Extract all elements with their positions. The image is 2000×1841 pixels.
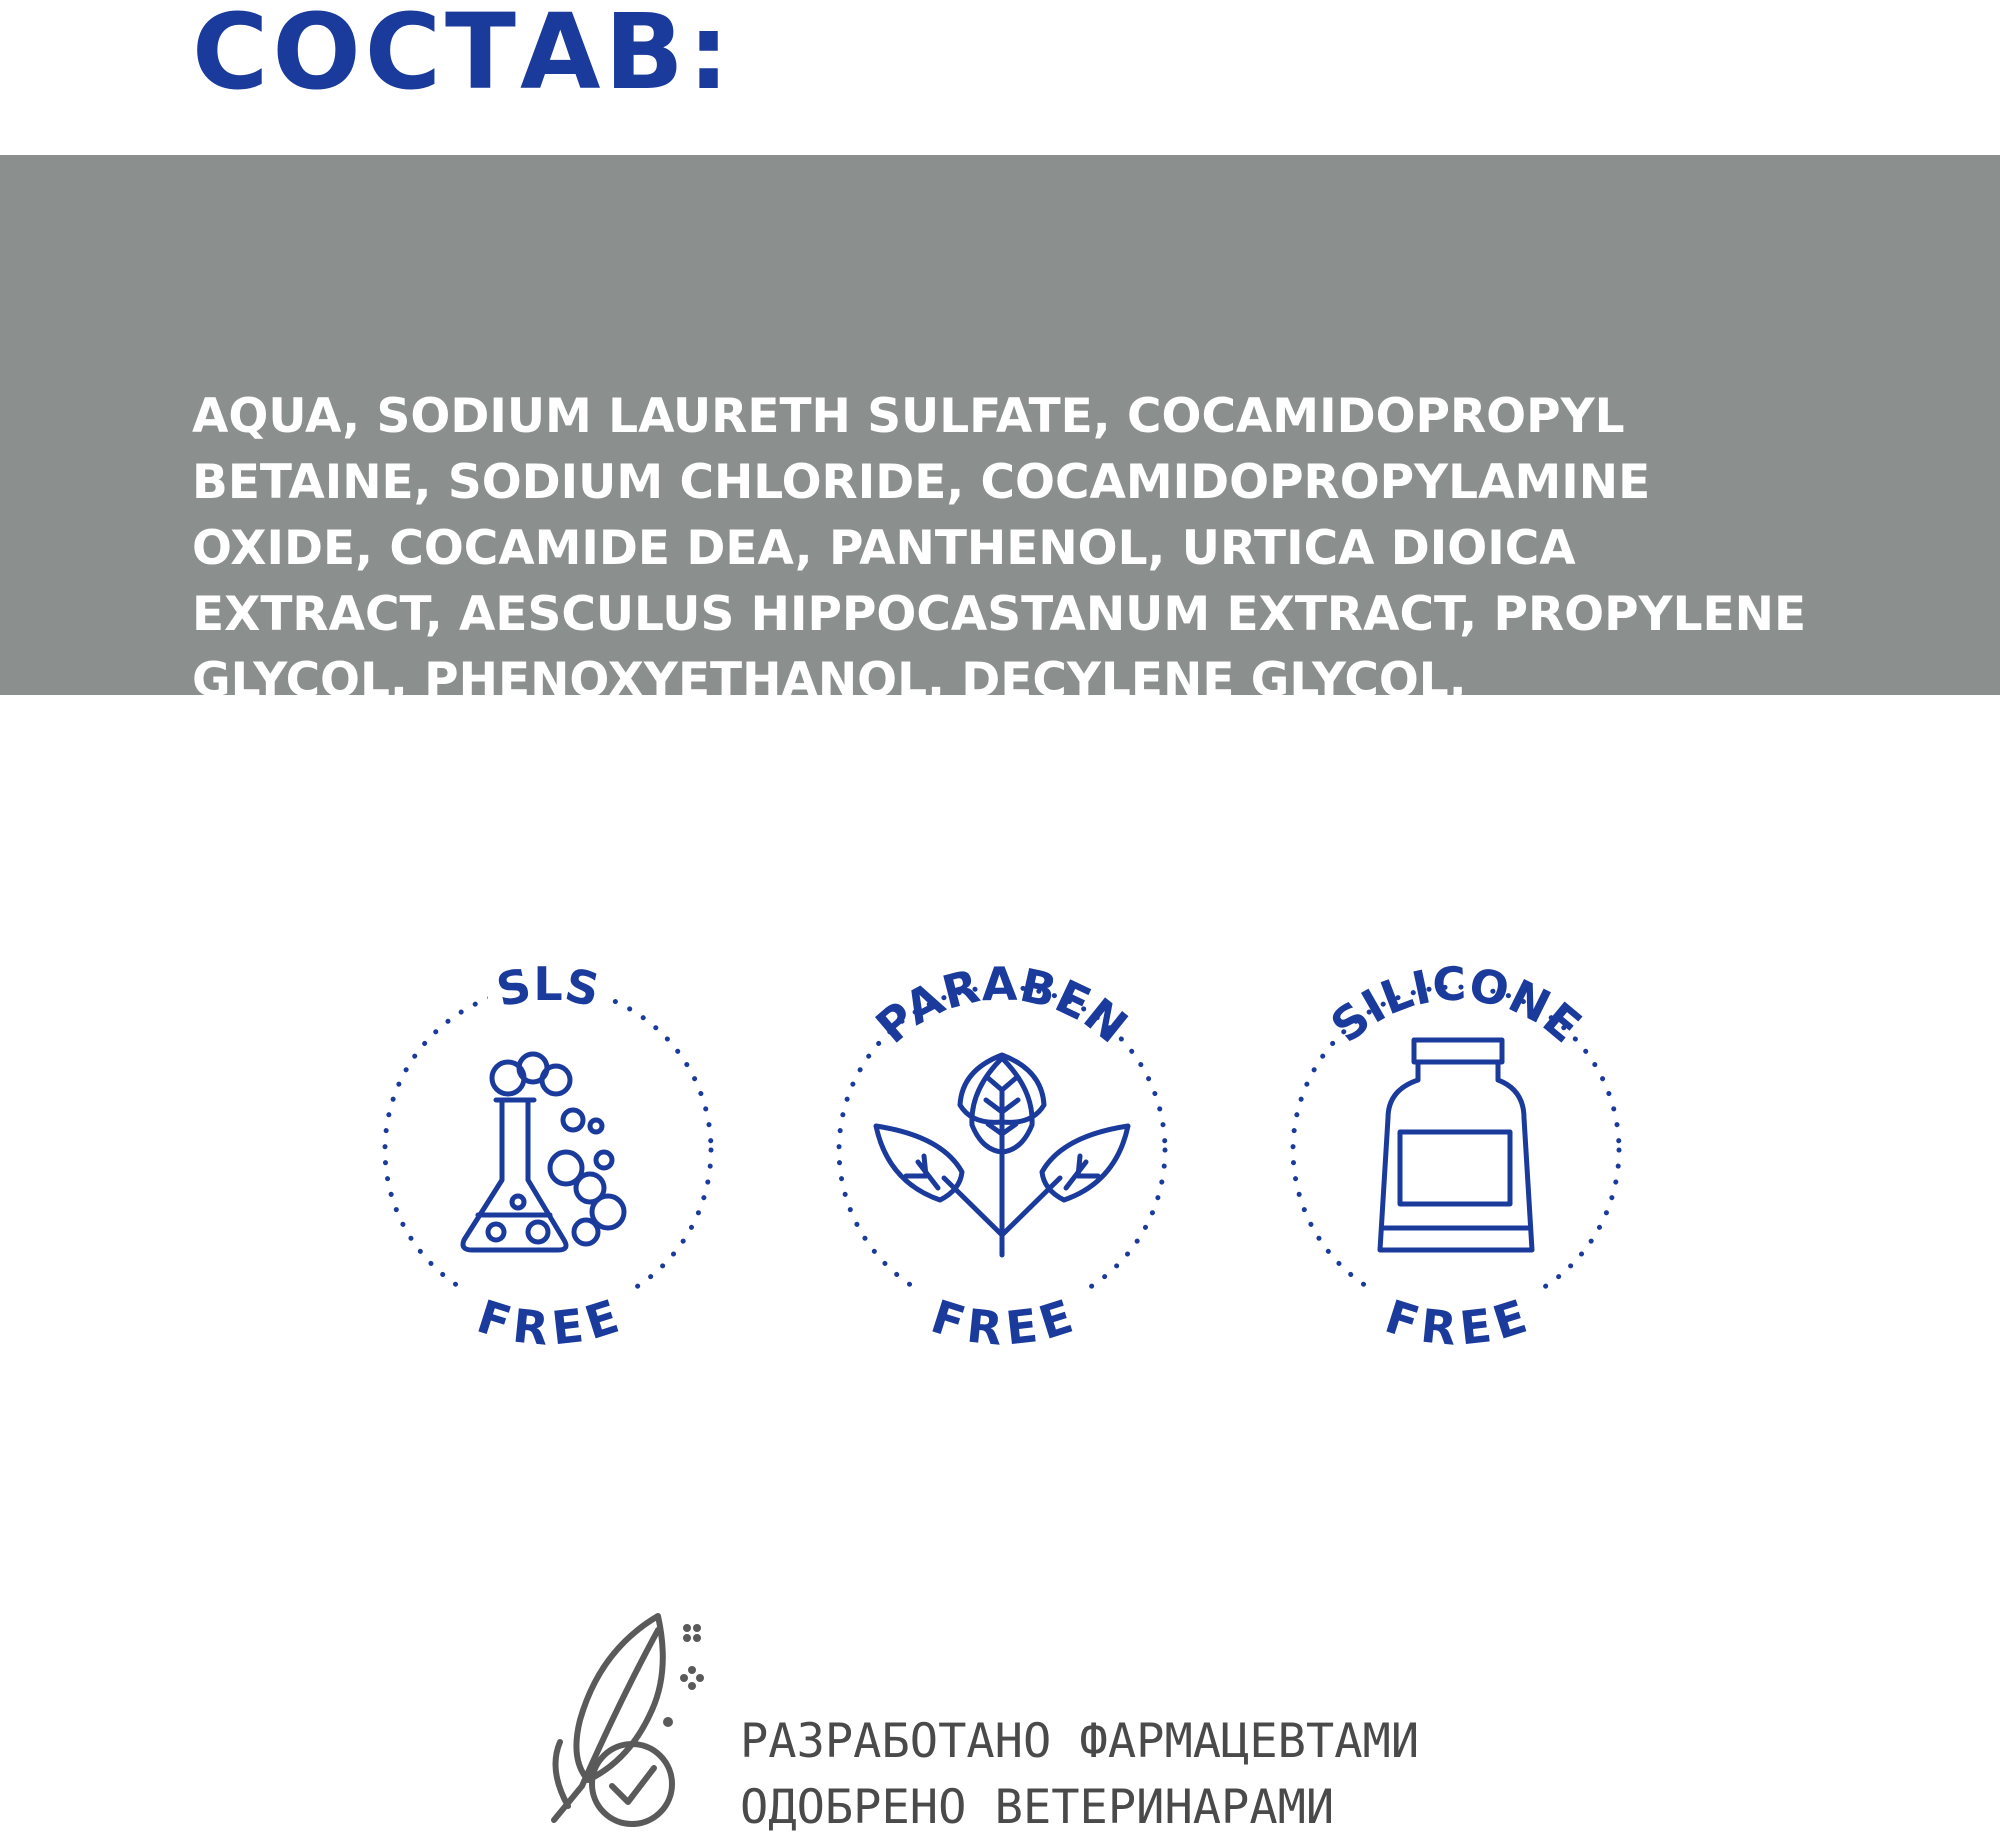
flask-bubbles-icon — [463, 1054, 624, 1250]
ingredients-line: EXTRACT, AESCULUS HIPPOCASTANUM EXTRACT, PROPYLENE — [192, 587, 1807, 642]
feather-check-icon — [540, 1610, 710, 1838]
ingredients-band — [0, 155, 2000, 774]
badge-top-label: SILICONE — [1320, 956, 1592, 1054]
badge-paraben-free — [822, 950, 1182, 1350]
badge-bottom-label: FREE — [470, 1289, 626, 1350]
footer-claims — [740, 1709, 1419, 1841]
ingredients-line: GLYCOL, PHENOXYETHANOL, DECYLENE GLYCOL, — [192, 653, 1467, 708]
ingredients-line: METHYLISOTHIAZOLINONE, CI 60730, CI 20470, PARFUM. — [192, 719, 1699, 774]
badge-bottom-label: FREE — [924, 1289, 1080, 1350]
ingredients-line: AQUA, SODIUM LAURETH SULFATE, COCAMIDOPROPYL — [192, 389, 1625, 444]
svg-text:SLS — [492, 957, 604, 1017]
badge-sls-free — [368, 950, 728, 1350]
badge-top-label: SLS — [491, 957, 605, 1018]
badge-top-label: PARABEN — [865, 956, 1138, 1054]
footer-line-developed: РАЗРАБОТАНО ФАРМАЦЕВТАМИ — [740, 1714, 1420, 1769]
ingredients-line: OXIDE, COCAMIDE DEA, PANTHENOL, URTICA DIOICA — [192, 521, 1576, 576]
ingredients-line: BETAINE, SODIUM CHLORIDE, COCAMIDOPROPYLAMINE — [192, 455, 1651, 510]
footer — [540, 1610, 1540, 1838]
ingredients-list — [192, 384, 1972, 780]
free-badges — [0, 950, 2000, 1370]
badge-silicone-free — [1276, 950, 1636, 1350]
badge-bottom-label: FREE — [1378, 1289, 1534, 1350]
footer-line-approved: ОДОБРЕНО ВЕТЕРИНАРАМИ — [740, 1780, 1335, 1835]
page-title: СОСТАВ: — [192, 0, 734, 113]
dotted-ring — [385, 987, 711, 1313]
